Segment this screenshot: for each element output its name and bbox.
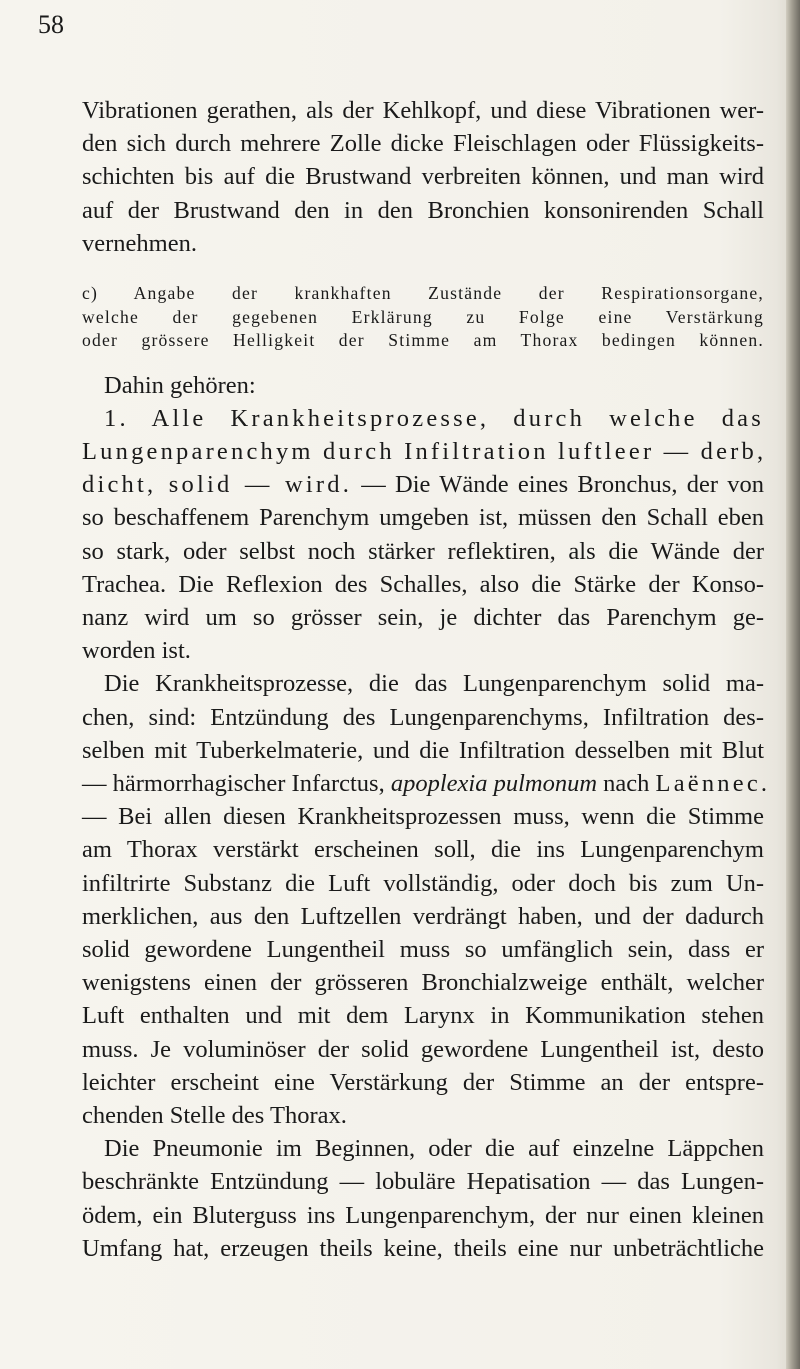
text-line: Luft enthalten und mit dem Larynx in Kommunikation stehen xyxy=(82,1002,764,1030)
spaced-text: dicht, solid — wird. xyxy=(82,471,353,499)
paragraph-krankheitsprozesse xyxy=(82,667,771,1132)
text-line: Trachea. Die Reflexion des Schalles, also die Stärke der Konso- xyxy=(82,570,764,598)
text-line: wenigstens einen der grösseren Bronchialzweige enthält, welcher xyxy=(82,969,764,997)
text-line: auf der Brustwand den in den Bronchien konsonirenden Schall xyxy=(82,196,764,224)
italic-term: apoplexia pulmonum xyxy=(390,769,598,797)
author-name: Laënnec. xyxy=(655,769,771,797)
text-line: Vibrationen gerathen, als der Kehlkopf, und diese Vibrationen wer- xyxy=(82,97,764,124)
text-line: muss. Je voluminöser der solid gewordene Lungentheil ist, desto xyxy=(82,1035,764,1063)
text-line: merklichen, aus den Luftzellen verdrängt haben, und der dadurch xyxy=(82,902,764,930)
paragraph-vibrationen xyxy=(82,94,764,260)
text-line: Die Pneumonie im Beginnen, oder die auf einzelne Läppchen xyxy=(104,1135,764,1163)
text-line: welche der gegebenen Erklärung zu Folge eine Verstärkung xyxy=(82,306,764,327)
text-line: so stark, oder selbst noch stärker reflektiren, als die Wände der xyxy=(82,537,764,565)
text-line: Umfang hat, erzeugen theils keine, theils eine nur unbeträchtliche xyxy=(82,1234,764,1262)
text-line: Die Krankheitsprozesse, die das Lungenparenchym solid ma- xyxy=(104,670,764,698)
text-line: beschränkte Entzündung — lobuläre Hepatisation — das Lungen- xyxy=(82,1168,764,1196)
text-line: schichten bis auf die Brustwand verbreiten können, und man wird xyxy=(82,163,764,191)
dahin-gehoeren-heading: Dahin gehören: xyxy=(104,371,256,399)
text-line xyxy=(82,767,771,800)
text-segment: — härmorrhagischer Infarctus, xyxy=(82,769,391,797)
text-line: worden ist. xyxy=(82,637,191,665)
text-line: Lungenparenchym durch Infiltration luftleer — derb, xyxy=(82,437,767,465)
page-body xyxy=(82,94,771,1265)
text-line xyxy=(82,468,764,501)
text-line: oder grössere Helligkeit der Stimme am Thorax bedingen können. xyxy=(82,330,764,351)
text-segment: nach xyxy=(597,769,656,797)
text-line: nanz wird um so grösser sein, je dichter das Parenchym ge- xyxy=(82,603,764,631)
text-line: c) Angabe der krankhaften Zustände der Respirationsorgane, xyxy=(82,283,764,304)
text-line: infiltrirte Substanz die Luft vollständig, oder doch bis zum Un- xyxy=(82,869,764,897)
page-edge-shadow xyxy=(786,0,800,1369)
text-line: 1. Alle Krankheitsprozesse, durch welche das xyxy=(104,404,764,432)
text-line: vernehmen. xyxy=(82,229,197,257)
text-line: solid gewordene Lungentheil muss so umfänglich sein, dass er xyxy=(82,935,764,963)
paragraph-pneumonie xyxy=(82,1132,764,1265)
list-item-1 xyxy=(82,402,767,668)
text-line: chenden Stelle des Thorax. xyxy=(82,1101,347,1129)
text-line: chen, sind: Entzündung des Lungenparenchyms, Infiltration des- xyxy=(82,703,764,731)
text-line: — Bei allen diesen Krankheitsprozessen muss, wenn die Stimme xyxy=(82,803,764,831)
section-c-heading xyxy=(82,282,764,353)
text-segment: — Die Wände eines Bronchus, der von xyxy=(352,471,764,499)
text-line: leichter erscheint eine Verstärkung der Stimme an der entspre- xyxy=(82,1068,764,1096)
text-line: den sich durch mehrere Zolle dicke Fleischlagen oder Flüssigkeits- xyxy=(82,130,764,158)
text-line: ödem, ein Bluterguss ins Lungenparenchym, der nur einen kleinen xyxy=(82,1201,764,1229)
text-line: am Thorax verstärkt erscheinen soll, die ins Lungenparenchym xyxy=(82,836,764,864)
page-number: 58 xyxy=(38,10,64,39)
text-line: selben mit Tuberkelmaterie, und die Infiltration desselben mit Blut xyxy=(82,736,764,764)
text-line: so beschaffenem Parenchym umgeben ist, müssen den Schall eben xyxy=(82,504,764,532)
